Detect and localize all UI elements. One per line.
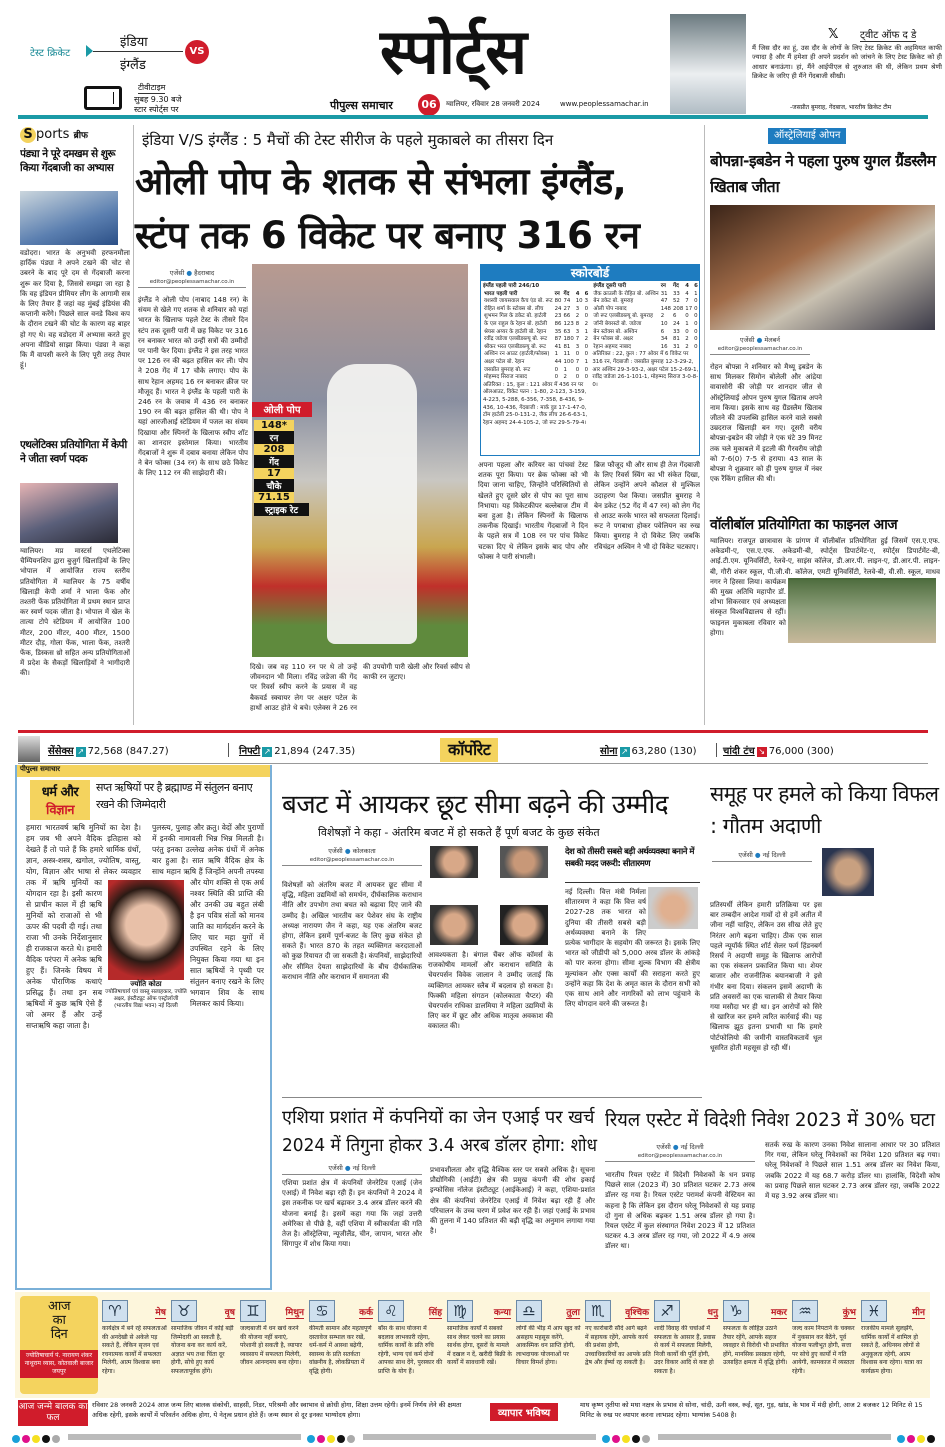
score-cell: 0 [584,374,589,381]
score-cell: 80 [554,298,562,305]
team2-label: इंग्लैंड [120,58,146,73]
business-label: व्यापार भविष्य [490,1403,558,1421]
score-cell: 74 [563,298,571,305]
batter-name: बेन डकेट बो. बुमराह [593,298,634,305]
aus-open-text: रोहन बोपन्ना ने शनिवार को मैथ्यू इबडेन के साथ मिलकर सिमोन बोलेली और आंद्रेया वावासोरी की जोड़ी पर शानदार जीत से ऑस्ट्रेलियाई ओपन पुरुष युगल खिताब अपने नाम किया। इसके साथ वह ग्रैंडस्लैम खिताब जीतने की उपलब्धि हासिल करने वाले सबसे उम्रदराज खिलाड़ी बन गए। दूसरी वरीय बोपन्ना-इबडेन की जोड़ी ने एक घंटे 39 मिनट तक चले मुकाबले में इटली की गैरवरीय जोड़ी को 7-6(0) 7-5 से हराया। 43 साल के बोपन्ना ने शुक्रवार को ही पुरुष युगल में नंबर एक रैंकिंग हासिल की थी। [710,363,822,484]
zodiac-name: धनु [707,1305,718,1319]
zodiac-text: शादी विवाह की चर्चाओं में सफलता के आसार हैं, प्रवास से कार्य में सफलता मिलेगी, निजी कार्यों की पूर्ति होगी, उदर विकार आदि से कष्ट हो सकता है। [654,1325,716,1375]
registration-marks [12,1433,937,1441]
zodiac-sign-icon: ♌ [378,1300,404,1322]
score-cell: 0 [554,374,559,381]
batter-name: श्रेयस अय्यर के हार्टली बो. रेहान [484,328,547,335]
score-cell: 2 [584,320,589,327]
bumrah-photo [670,14,746,114]
aus-open-headline: बोपन्ना-इबडेन ने पहला पुरुष युगल ग्रैंडस्लैम खिताब जीता [710,152,936,196]
realestate-byline: एजेंसी ● नई दिल्ली editor@peoplessamachar.co.in [605,1142,755,1162]
sitharaman-box-text-box [565,887,700,1090]
team1-label: इंडिया [120,35,148,50]
score-row [592,313,699,321]
zodiac-4 [309,1300,375,1398]
sitharaman-box-title: देश को तीसरी सबसे बड़ी अर्थव्यवस्था बनाने में सबकी मदद जरूरी: सीतारमण [565,846,700,883]
tweet-title: ट्वीट ऑफ द डे [860,27,916,42]
stat-sr-value: 71.15 [254,492,294,503]
dharm-tag [30,780,90,820]
zodiac-name: मकर [771,1305,787,1319]
asia-headline-2: 2024 में तिगुना होकर 3.4 अरब डॉलर होगा: शोध [282,1135,597,1156]
score-cell: 2 [584,336,589,343]
score-cell: 17 [685,305,693,312]
score-cell: 41 [554,343,562,350]
score-cell: 2 [660,313,665,320]
zodiac-9 [654,1300,720,1398]
zodiac-text: कार्यक्षेत्र में बने रहे सफलताओं की अनदेखी से अकेले पड़ सकते हैं, लेकिन सृजन एवं रचनात्मक कार्यों में सफलता मिलेगी, आत्म विश्वास बना रहेगा। [102,1325,167,1375]
brief-headline-2: एथलेटिक्स प्रतियोगिता में केपी ने जीता स्वर्ण पदक [20,439,127,465]
zodiac-text: बाॅस के साथ योजना में बदलाव लाभकारी रहेगा, धार्मिक कार्यों के प्रति रुचि रहेगी, भाग्य एवं कर्म दोनों आपका साथ देंगे, पुरस्कार की प्राप्ति के योग हैं। [378,1325,443,1375]
score-cell: 1 [584,328,589,335]
match-label: टेस्ट क्रिकेट [30,48,71,59]
score-cell: 81 [563,343,571,350]
stat-balls-label: गेंद [254,455,294,468]
score-row [592,321,699,329]
arrow-icon [86,45,93,57]
score-row [483,336,589,344]
batter-name: मोहम्मद सिराज नाबाद [484,374,527,381]
zodiac-sign-icon: ♑ [723,1300,749,1322]
score-cell: 86 [554,320,562,327]
pope-stats [254,420,309,516]
score-cell: 16 [660,343,668,350]
dateline: ग्वालियर, रविवार 28 जनवरी 2024 [446,100,540,108]
score-cell: 11 [563,351,571,358]
score-cell: 33 [672,290,680,297]
tv-title: टीवीटाइम [138,83,166,92]
score-cell: 0 [685,313,689,320]
author-card [105,880,187,1035]
logo-tag: ब्रीफ [73,131,88,141]
down-arrow-icon: ↘ [758,747,766,756]
zodiac-text: कीमती सामान और महत्वपूर्ण दस्तावेज सम्भाल कर रखें, धर्म-कर्म में आस्था बढ़ेगी, स्वास्थ्य के प्रति सतर्कता वांछनीय है, लोकप्रियता में वृद्धि होगी। [309,1325,372,1375]
zodiac-text: लोगों की भीड़ में आप खुद को असहाय महसूस करेंगे, आकस्मिक धन प्राप्ति होगी, लाभदायक योजनाओं पर विचार विमर्श होगा। [516,1325,581,1366]
logo-s: S [20,127,36,143]
realestate-text-2: सतर्क रुख के कारण उनका निवेश सालाना आधार पर 30 प्रतिशत गिर गया, लेकिन घरेलू निवेशकों का निवेश 120 प्रतिशत बढ़ गया। घरेलू निवेशकों ने पिछले साल 1.51 अरब डॉलर का निवेश किया, जबकि 2022 में यह 68.7 करोड़ डॉलर था। हालांकि, विदेशी कोष का प्रवाह पिछले साल घटकर 2.73 अरब डॉलर रहा, जबकि 2022 में यह 3.92 अरब डॉलर था। [765,1141,940,1201]
born-text: रविवार 28 जनवरी 2024 आज जन्म लिए बालक संकोची, साहसी, निडर, परिश्रमी और स्वाभाव से क्रोधी होगा, शिक्षा उत्तम रहेगी। इनमें निर्णय लेने की क्षमता अधिक रहेगी, इसके कार्यों में परिवर्तन अधिक होगा, ये नेतृत्व प्रधान होते हैं। जन्म स्थान से दूर इनका भाग्योदय होगा। [92,1401,462,1419]
score-cell: 0 [584,343,589,350]
batter-name: जसप्रीत बुमराह बो. रूट [484,366,531,373]
brief-text-1: वडोदरा। भारत के अनुभवी हरफनमौला हार्दिक पंड्या ने अपने टखने की चोट से उबरने के बाद पूरे दम से गेंदबाजी करना शुरू कर दिया है, जिससे समझा जा रहा है कि वह इंडियन प्रीमियर लीग के आगामी सत्र के लिए तैयार हैं जहां वह मुंबई इंडियंस की कप्तानी करेंगे। पिछले साल वनडे विश्व कप के दौरान टखने की चोट के कारण वह बाहर हो गए थे। वह वडोदरा में अभ्यास करते हुए अपना वीडियो साझा किया। पंड्या ने कहा कि मैं वापसी करने के लिए पूरी तरह तैयार हूं। [20,249,130,370]
score-cell: 27 [563,305,571,312]
score-cell: 0 [694,298,698,305]
score-cell: 0 [584,305,589,312]
zodiac-2 [171,1300,237,1398]
score-cell: 2 [685,336,689,343]
tv-time: सुबह 9.30 बजे [134,95,182,104]
vs-badge: VS [185,40,209,64]
budget-byline: एजेंसी ● कोलकाता editor@peoplessamachar.co.in [282,846,422,866]
score-cell: 208 [672,305,684,312]
column-rule [133,125,134,725]
dharm-text-1: हमारा भारतवर्ष ऋषि मुनियों का देश है। हम जब भी अपने वैदिक इतिहास को देखते हैं तो पाते हैं कि हमारे धार्मिक ग्रंथों, ज्ञान, अस्त्र-शस्त्र, खगोल, ज्योतिष, वास्तु, योग, विज्ञान और भाषा से लेकर व्यवहार तक में ऋषि मुनियों का योगदान रहा है। इसी कारण से प्राचीन काल में ही ऋषि मुनियों को राजाओं से भी ऊपर की पदवी दी गई। तथा राजा भी उनके निर्देशानुसार ही राजकाज करते थे। हमारी वैदिक परंपरा में अनेक ऋषि हुए हैं। जिनके विषय में अनेक पौराणिक कथाएं प्रसिद्ध हैं। तथा इन सब ऋषियों में कुछ ऋषि ऐसे हैं जो अमर हैं और उन्हें सप्तऋषि कहा जाता है। [26,823,141,1030]
score-cell: 0 [554,366,559,373]
adani-photo [822,848,874,896]
brief-headline-1: पंड्या ने पूरे दमखम से शुरू किया गेंदबाजी का अभ्यास [20,148,116,174]
score-cell: 31 [660,290,668,297]
budget-headline: बजट में आयकर छूट सीमा बढ़ने की उम्मीद [282,790,669,820]
zodiac-sign-icon: ♍ [447,1300,473,1322]
up-arrow-icon: ↗ [621,747,628,756]
sitharaman-box-text: नई दिल्ली। वित्त मंत्री निर्मला सीतारमण ने कहा कि वित्त वर्ष 2027-28 तक भारत को दुनिया की तीसरी सबसे बड़ी अर्थव्यवस्था बनाने के लिए प्रत्येक भागीदार के सहयोग की जरूरत है। इसके लिए भारत को जीडीपी को 5,000 अरब डॉलर के आंकड़े को पार करना होगा। सीमा शुल्क विभाग की क्षेत्रीय मूल्यांकन और एक्स कार्यों की सराहना करते हुए उन्होंने कहा कि देश के अमृत काल के दौरान सभी को एक साथ आने और नागरिकों को लाभ पहुंचाने के लिए योगदान वरने की जरूरत है। [565,888,700,1009]
score-row [483,359,589,367]
score-cell: 2 [575,313,580,320]
score-cell: 3 [584,298,589,305]
score-cell: 7 [575,358,580,365]
zodiac-8 [585,1300,651,1398]
india-extras: अतिरिक्त : 15, कुल : 121 ओवर में 436 रन पर ऑलआउट, विकेट पतन : 1-80, 2-123, 3-159, 4-223, 5-288, 6-356, 7-358, 8-436, 9-436, 10-436, गेंदबाजी : मार्क वुड 17-1-47-0, टॉम हार्टली 25-0-131-2, जैक लीच 26-6-63-1, रेहान अहमद 24-4-105-2, जो रूट 29-5-79-4। [483,381,588,426]
score-cell: 3 [575,305,580,312]
batter-name: अक्षर पटेल बो. रेहान [484,358,525,365]
scorecard-title: स्कोरबोर्ड [481,265,699,281]
lead-text-2: दिखे। जब वह 110 रन पर थे तो उन्हें जीवनदान भी मिला। रविंद्र जडेजा की गेंद पर रिवर्स स्वीप करने के प्रयास में वह बैकवर्ड स्क्वायर लेग पर अक्षर पटेल के हाथों आउट होते थे बचे। एलेक्स ने 26 रन की उपयोगी पारी खेली और रिवर्स स्वीप से काफी रन जुटाए। [250,663,470,712]
column-rule [704,125,705,725]
score-cell: 3 [575,328,580,335]
score-cell: 0 [575,374,580,381]
score-cell: 2 [685,343,689,350]
stat-runs-value: 148* [254,420,294,431]
expert-photo-1 [430,846,478,878]
zodiac-name: मीन [912,1305,925,1319]
score-cell: 7 [685,298,689,305]
score-cell: 0 [584,351,589,358]
dharm-text-2: पुलस्त्य, पुलाह और क्रतु। वेदों और पुराणों में इनकी नामावली भिन्न भिन्न मिलती है। परंतु इनका उल्लेख अनेक ग्रंथों में अनेक बार हुआ है। सात ऋषि वैदिक क्षेत्र के साथ महान ऋषि हैं जिन्होंने अपनी तपस्या और योग शक्ति से एक अर्ध नश्वर स्थिति की प्राप्ति की और उनकी उम्र बहुत लंबी है इन पवित्र संतों को मानव जाति का मार्गदर्शन करने के लिए चार महा युगों में उपस्थित रहने के लिए नियुक्त किया गया था इन सात ऋषियों ने पृथ्वी पर संतुलन बनाए रखने के लिए भगवान शिव के साथ मिलकर कार्य किया। [152,823,264,1008]
zodiac-text: जल्द काम निपटाने के चक्कर में नुकसान कर बैठेंगे, पूर्व योजना फलीभूत होगी, सत्ता पर सोचे हुए कार्यों में गति आयेगी, कामकाज में व्यस्तता रहेगी। [792,1325,855,1375]
batter-name: रवींद्र जडेजा एलबीडब्ल्यू बो. रूट [484,336,548,343]
born-label: आज जन्मे बालक का फल [18,1400,88,1426]
astrologer-credit: ज्योतिषाचार्य पं. नारायण शंकर नाथूराम व्यास, कोतवाली बाजार जयपुर [20,1350,98,1378]
realestate-headline: रियल एस्टेट में विदेशी निवेश 2023 में 30% घटा [605,1109,935,1131]
score-cell: 23 [554,313,562,320]
lead-text-1: इंग्लैंड ने ओली पोप (नाबाद 148 रन) के संयम से खेले गए शतक से शनिवार को यहां भारत के खिलाफ पहले टेस्ट के तीसरे दिन स्टंप तक दूसरी पारी में छह विकेट पर 316 रन बनाकर भारत को उन्हीं सत्रों की उम्मीदों पर पानी फेर दिया। इंग्लैंड ने इस तरह भारत पर 126 रन की बढ़त हासिल कर ली। पोप ने 208 गेंद में 17 चौके लगाए। पोप के साथ रेहान अहमद 16 रन बनाकर क्रीज पर मौजूद हैं। भारत ने इंग्लैंड के पहली पारी के 246 रन के जवाब में 436 रन बनाकर 190 रन की बढ़त हासिल की थी। पोप ने यहां आरजीआई स्टेडियम में पजल का संयम दिखाया और स्पिनरों के खिलाफ स्वीप शॉट का शानदार इस्तेमाल किया। भारतीय गेंदबाजों ने शुरू में दबाव बनाया लेकिन पोप ने बेन फोक्स (34 रन) के साथ छठे विकेट के लिए 112 रन की साझेदारी की। [138,296,248,478]
score-cell: 0 [575,351,580,358]
asia-headline-1: एशिया प्रशांत में कंपनियों का जेन एआई पर खर्च [282,1107,595,1128]
zodiac-10 [723,1300,789,1398]
author-photo [108,880,184,980]
zodiac-name: तुला [566,1305,580,1319]
corporate-section-title: कॉर्पोरेट [440,738,498,762]
business-text: माघ कृष्ण तृतीया को मघा नक्षत्र के प्रभाव से सोना, चांदी, ऊनी वस्त्र, रूई, सूत, गुड़, खांड, के भाव में मंदी होगी, आज 2 बजकर 12 मिनिट से 15 मिनिट के रुख पर व्यापार करना लाभप्रद रहेगा। भाग्यांक 5408 है। [580,1401,923,1419]
dharm-headline: सप्त ऋषियों पर है ब्रह्माण्ड में संतुलन बनाए रखने की जिम्मेदारी [96,781,253,811]
score-cell: 0 [694,320,698,327]
england-innings: इंग्लैंड दूसरी पारी रन गेंद 4 6 जैक क्राउली के रोहित बो. अश्विन 31 33 4 1 बेन डकेट बो. बुमराह 47 52 7 0 ओली पोप नाबाद 148 208 17 0 जो रूट एलबीडब्ल्यू बो. बुमराह 2 6 0 0 जॉनी बेयरस्टो बो. जडेजा 10 24 1 0 बेन स्टोक्स बो. अश्विन 6 33 0 0 बेन फोक्स बो. अक्षर 34 81 2 0 रेहान अहमद नाबाद 16 31 2 0 अतिरिक्त : 22, कुल : 77 ओवर में 6 विकेट पर 316 रन, गेंदबाजी : जसप्रीत बुमराह 12-3-29-2, आर अश्विन 29-3-93-2, अक्षर पटेल 15-2-69-1, रवींद्र जडेजा 26-1-101-1, मोहम्मद सिराज 3-0-8-0। [592,283,699,388]
batter-name: रेहान अहमद नाबाद [593,343,632,350]
zodiac-text: सामाजिक कार्यों में सबको साथ लेकर चलने का प्रयास सार्थक होगा, दूसरों के मामले में दखल न दें, खरीदी बिक्री के कार्यों में सावधानी रखें। [447,1325,513,1366]
zodiac-sign-icon: ♋ [309,1300,335,1322]
zodiac-6 [447,1300,513,1398]
zodiac-name: सिंह [429,1305,442,1319]
logo-text: ports [36,127,70,142]
score-cell: 4 [685,290,689,297]
zodiac-3 [240,1300,306,1398]
batter-name: बेन स्टोक्स बो. अश्विन [593,328,638,335]
batter-name: यशस्वी जायसवाल कैच एंड बो. रूट [484,298,553,305]
zodiac-name: मेष [155,1305,166,1319]
score-cell: 66 [563,313,571,320]
volleyball-headline: वॉलीबॉल प्रतियोगिता का फाइनल आज [710,517,898,533]
up-arrow-icon: ↗ [77,747,85,756]
score-cell: 33 [672,328,680,335]
stat-runs-label: रन [254,431,294,444]
score-cell: 7 [575,336,580,343]
score-cell: 1 [694,290,698,297]
score-cell: 6 [672,313,677,320]
score-cell: 0 [694,328,698,335]
score-cell: 6 [660,328,665,335]
horoscope-title: आज का दिन [48,1299,70,1342]
expert-photo-3 [430,905,478,945]
score-cell: 0 [584,366,589,373]
zodiac-sign-icon: ♓ [861,1300,887,1322]
dharm-tag-2: विज्ञान [45,803,74,818]
author-desc: ज्योतिषाचार्य एवं वास्तु सलाहकार, ज्योति अक्षर, इंस्टीट्यूट ऑफ एस्ट्रोलॉजी (भारतीय विद्या भवन) नई दिल्ली [105,989,187,1009]
header-rule [18,115,928,119]
adani-headline: समूह पर हमले को किया विफल : गौतम अदाणी [710,782,939,838]
expert-photo-4 [500,905,548,945]
lead-byline: एजेंसी ● हैदराबाद editor@peoplessamachar.co.in [138,268,246,288]
zodiac-name: वृश्चिक [625,1305,649,1319]
budget-text-2: आवश्यकता है। बंगाल चैंबर ऑफ कॉमर्स के राजकोषीय मामलों और कराधान समिति के चेयरपर्सन विवेक जालान ने उम्मीद जताई कि व्यक्तिगत आयकर स्लैब में बदलाव हो सकता है। फिक्की महिला संगठन (कोलकाता चैप्टर) की चेयरपर्सन राधिका डालमिया ने महिला उद्यमियों के लिए कर में छूट और अधिक मातृत्व अवकाश की वकालत की। [428,951,553,1031]
score-cell: 24 [672,320,680,327]
india-innings: इंग्लैंड पहली पारी 246/10 भारत पहली पारी रन गेंद 4 6 यशस्वी जायसवाल कैच एंड बो. रूट 80 74 10 3 रोहित शर्मा के स्टोक्स बो. लीच 24 27 3 0 शुभमन गिल के डकेट बो. हार्टली 23 66 2 0 के एल राहुल के रेहान बो. हार्टली 86 123 8 2 श्रेयस अय्यर के हार्टली बो. रेहान 35 63 3 1 रवींद्र जडेजा एलबीडब्ल्यू बो. रूट 87 180 7 2 श्रीकर भरत एलबीडब्ल्यू बो. रूट 41 81 3 0 अश्विन रन आउट (हार्टली/फोक्स) 1 11 0 0 अक्षर पटेल बो. रेहान 44 100 7 1 जसप्रीत बुमराह बो. रूट 0 1 0 0 मोहम्मद सिराज नाबाद 0 2 0 0 अतिरिक्त : 15, कुल : 121 ओवर में 436 रन पर ऑलआउट, विकेट पतन : 1-80, 2-123, 3-159, 4-223, 5-288, 6-356, 7-358, 8-436, 9-436, 10-436, गेंदबाजी : मार्क वुड 17-1-47-0, टॉम हार्टली 25-0-131-2, जैक लीच 26-6-63-1, रेहान अहमद 24-4-105-2, जो रूट 29-5-79-4। [483,283,589,426]
score-cell: 10 [575,298,583,305]
lead-headline-2: स्टंप तक 6 विकेट पर बनाए 316 रन [135,214,640,257]
adani-text: प्रतिस्पर्धी लेकिन हमारी प्रतिक्रिया पर इस बार तम्बदीन आदेश गावों दो से हमें अतीत में जीना नहीं चाहिए, लेकिन उस सीख लेते हुए निरंतर आगे बढ़ना चाहिए। ठीक एक साल पहले न्यूयॉर्क स्थित शॉर्ट सेलर फर्म हिंडनबर्ग रिसर्च ने अदाणी समूह के खिलाफ आरोपों का एक संकलन प्रकाशित किया था। शेयर बाजार और राजनीतिक बयानबाजी ने इसे गंभीर बना दिया। संकलन इसमें अदाणी के प्रति अवसरों का एक चालाकी से तैयार किया गया मसौदा भर ही था। इन आरोपों को सिरे से खारिज कर हमने त्वरित कार्रवाई की। यह खिलाफ झूठ इतना प्रभावी था कि हमारे पोर्टफोलियो की जमीनी वास्तविकतायें धूल धूसरित होती महसूस हो रही थीं। [710,901,822,1052]
score-cell: 87 [554,336,562,343]
score-row [483,367,589,375]
zodiac-name: मिथुन [286,1305,304,1319]
stat-fours-label: चौके [254,479,294,492]
zodiac-11 [792,1300,858,1398]
england-extras: अतिरिक्त : 22, कुल : 77 ओवर में 6 विकेट पर 316 रन, गेंदबाजी : जसप्रीत बुमराह 12-3-29-2, आर अश्विन 29-3-93-2, अक्षर पटेल 15-2-69-1, रवींद्र जडेजा 26-1-101-1, मोहम्मद सिराज 3-0-8-0। [592,351,699,388]
score-cell: 148 [660,305,671,312]
score-cell: 3 [575,343,580,350]
zodiac-sign-icon: ♊ [240,1300,266,1322]
score-cell: 31 [672,343,680,350]
batter-name: जो रूट एलबीडब्ल्यू बो. बुमराह [593,313,653,320]
budget-rule [282,1097,702,1098]
score-row [483,374,589,382]
stat-sr-label: स्ट्राइक रेट [254,503,309,516]
score-cell: 24 [554,305,562,312]
score-cell: 0 [694,336,698,343]
batter-name: रोहित शर्मा के स्टोक्स बो. लीच [484,305,544,312]
score-cell: 180 [563,336,574,343]
zodiac-name: कर्क [359,1305,373,1319]
zodiac-sign-icon: ♉ [171,1300,197,1322]
lead-headline-1: ओली पोप के शतक से संभला इंग्लैंड, [135,160,627,203]
scorecard [480,264,700,456]
horoscope-title-box [20,1296,98,1394]
market-rule [18,763,928,764]
adani-byline: एजेंसी ● नई दिल्ली [712,850,812,862]
expert-photo-2 [500,846,548,878]
volleyball-text: ग्वालियर। राजपूत छात्रावास के प्रांगण में वॉलीबॉल प्रतियोगिता हुई जिसमें एस.ए.एफ. अकेडमी-ए, एस.ए.एफ. अकेडमी-बी, स्पोर्ट्स डिपार्टमेंट-ए, स्पोर्ट्स डिपार्टमेंट-बी, आई.टी.एम. यूनिवर्सिटी, रेलवे-ए, साइंस कॉलेज, डी.आर.पी. लाइन-ए, डी.आर.पी. लाइन-बी, गौरी शंकर स्कूल, पी.जी.वी. कॉलेज, एमटी यूनिवर्सिटी, रेलवे-बी, वी.सी. स्कूल, माधव नगर ने हिस्सा लिया। कार्यक्रम की मुख्य अतिथि महापौर डॉ. शोभा सिकरवार एवं अध्यक्षता संस्कृत विश्वविद्यालय से रहीं। फाइनल मुकाबला रविवार को होगा। [710,537,940,637]
tv-channel: स्टार स्पोर्ट्स पर [134,105,179,114]
batter-name: बेन फोक्स बो. अक्षर [593,336,634,343]
score-cell: 0 [694,313,698,320]
stat-balls-value: 208 [254,444,294,455]
score-cell: 44 [554,358,562,365]
score-cell: 0 [575,366,580,373]
batter-name: शुभमन गिल के डकेट बो. हार्टली [484,313,547,320]
score-cell: 1 [554,351,559,358]
zodiac-text: जल्दबाजी में धन खर्च करने की योजना नहीं बनाएं, परेशानी हो सकती है, व्यापार व्यवसाय में सफलता मिलेगी, जीवन आनन्दमय बना रहेगा। [240,1325,302,1366]
tv-icon [84,86,122,110]
zodiac-text: नए कारोबारी सौदे आगे बढ़ने में सहायक रहेंगे, आपके कार्य की प्रशंसा होगी, उच्चाधिकारियों का आपके प्रति द्वेष और ईर्ष्या रह सकती है। [585,1325,651,1366]
score-cell: 34 [660,336,668,343]
gold-ticker: सोना ↗ 63,280 (130) [600,746,697,757]
score-cell: 52 [672,298,680,305]
zodiac-5 [378,1300,444,1398]
zodiac-name: कुंभ [843,1305,856,1319]
score-cell: 1 [685,320,689,327]
sports-brief-logo [20,127,88,143]
paper-name: पीपुल्स समाचार [330,99,393,112]
sensex-ticker: सेंसेक्स ↗ 72,568 (847.27) [48,746,169,757]
pope-stat-title: ओली पोप [252,402,312,417]
zodiac-sign-icon: ♎ [516,1300,542,1322]
zodiac-1 [102,1300,168,1398]
x-logo-icon: 𝕏 [828,27,839,42]
silver-ticker: चांदी टंच ↘ 76,000 (300) [716,743,834,757]
score-cell: 63 [563,328,571,335]
budget-subheadline: विशेषज्ञों ने कहा - अंतरिम बजट में हो सकते हैं पूर्ण बजट के कुछ संकेत [318,826,600,839]
budget-text-1: विशेषज्ञों को अंतरिम बजट में आयकर छूट सीमा में वृद्धि, महिला उद्यमियों को समर्थन, दीर्घकालिक कराधान नीति और उपभोग तथा बचत को बढ़ावा दिए जाने की उम्मीद है। अखिल भारतीय कर पेशेवर संघ के राष्ट्रीय अध्यक्ष नारायण जैन ने कहा, यह एक अंतरिम बजट होगा, लेकिन इसमें पूर्ण-बजट के लिए कुछ संकेत हो सकते हैं। भारत 870 के तहत व्यक्तिगत करदाताओं को कुछ रियायत दी जा सकती है। कंपनियों, साझेदारियों और सीमित देयता साझेदारियों के बीच दीर्घकालिक कराधान नीति और कराधान में समानता की [282,881,422,981]
zodiac-sign-icon: ♏ [585,1300,611,1322]
score-row [592,336,699,344]
score-row [483,313,589,321]
score-cell: 0 [584,313,589,320]
zodiac-12 [861,1300,927,1398]
zodiac-text: राजकीय मामले सुलझेंगे, धार्मिक कार्यों में शामिल हो सकते हैं, अधिनस्थ लोगों से अनुकूलता रहेगी, आत्म विश्वास बना रहेगा। यात्रा का कार्यक्रम होगा। [861,1325,923,1375]
lead-kicker: इंडिया V/S इंग्लैंड : 5 मैचों की टेस्ट सीरीज के पहले मुकाबले का तीसरा दिन [142,131,554,149]
tweet-text: मैं जिस दौर का हूं, उस दौर के लोगों के लिए टेस्ट क्रिकेट की अहमियत काफी ज्यादा है और मैं हमेशा ही अपने प्रदर्शन को जांचने के लिए टेस्ट क्रिकेट को ही आधार बनाऊंगा। हां, मैंने आईपीएल से शुरुआत की थी, लेकिन प्रथम श्रेणी क्रिकेट के जरिए ही मैंने गेंदबाजी सीखी। [752,44,942,80]
section-rule [18,730,928,733]
stat-fours-value: 17 [254,468,294,479]
bopanna-photo [710,205,935,330]
dharm-tag-1: धर्म और [41,785,79,800]
aus-open-tag: ऑस्ट्रेलियाई ओपन [768,128,846,144]
batter-name: के एल राहुल के रेहान बो. हार्टली [484,320,547,327]
score-row [483,298,589,306]
page-number: 06 [418,94,440,116]
zodiac-name: कन्या [494,1305,511,1319]
brief-text-2: ग्वालियर। मप्र मास्टर्स एथलेटिक्स चैम्पियनशिप द्वारा बुजुर्ग खिलाड़ियों के लिए भोपाल में आयोजित राज्य स्तरीय प्रतियोगिता में ग्वालियर के 75 वर्षीय खिलाड़ी केपी शर्मा ने भाला फेंक और तश्तरी फेंक प्रतियोगिता में प्रथम स्थान प्राप्त कर स्वर्ण पदक जीता है। भोपाल में खेल के तात्या टोपे स्टेडियम में आयोजित 100 मीटर, 200 मीटर, 400 मीटर, 1500 मीटर दौड़, गोला फेंक, भाला फेंक, तश्तरी फेंक, डिस्कस थ्रो सहित अन्य प्रतियोगिताओं में प्रदेश के सैकड़ों खिलाड़ियों ने भागीदारी की। [20,547,130,678]
website: www.peoplessamachar.in [560,100,649,108]
batter-name: जॉनी बेयरस्टो बो. जडेजा [593,320,642,327]
zodiac-text: सफलता के लोहिज्ञ उठाने तैयार रहेंगे, आपके सहज व्यवहार से विरोधी भी प्रभावित होंगे, मानसिक प्रसन्नता रहेगी, उत्साहित क्षमता में वृद्धि होगी। [723,1325,789,1366]
score-cell: 2 [563,374,567,381]
score-row [483,321,589,329]
score-row [592,298,699,306]
up-arrow-icon: ↗ [263,747,271,756]
asia-text-2: प्रभावशीलता और वृद्धि वैश्विक स्तर पर सबसे अधिक है। सूचना प्रौद्योगिकी (आईटी) क्षेत्र की प्रमुख कंपनी की शोध इकाई इन्फोसिस नॉलेज इंस्टीट्यूट (आईकेआई) ने कहा, एशिया-प्रशांत क्षेत्र की कंपनियां जेनरेटिव एआई में निवेश बढ़ा रही हैं और परिचालन के उच्च चरण में प्रवेश कर रही हैं। जहां एआई के प्रभाव की तुलना में 140 प्रतिशत की बढ़ी वृद्धि का अनुमान लगाया गया है। [430,1166,595,1236]
batter-name: श्रीकर भरत एलबीडब्ल्यू बो. रूट [484,343,547,350]
author-name: ज्योति कोठा [130,980,162,988]
zodiac-7 [516,1300,582,1398]
realestate-text-1: भारतीय रियल एस्टेट में विदेशी निवेशकों के धन प्रवाह पिछले साल (2023 में) 30 प्रतिशत घटकर 2.73 अरब डॉलर रह गया है। रियल एस्टेट परामर्श कंपनी वेस्टियन का कहना है कि लेकिन इस दौरान घरेलू निवेशकों से यह प्रवाह दो गुना से अधिक बढ़कर 1.51 अरब डॉलर हो गया है। रियल एस्टेट में कुल संस्थागत निवेश 2023 में 12 प्रतिशत घटकर 4.3 अरब डॉलर रह गया, जो 2022 में 4.9 अरब डॉलर था। [605,1171,755,1251]
score-cell: 35 [554,328,562,335]
dharm-brand: पीपुल्स समाचार [17,765,270,777]
score-cell: 81 [672,336,680,343]
score-cell: 10 [660,320,668,327]
pandya-photo [20,191,118,245]
zodiac-text: सामाजिक जीवन में कोई बड़ी जिम्मेदारी आ सकती है, योजना बना कर कार्य करें, अज्ञात भय तथा चिंता दूर होगी, सोचे हुए कार्य सफलतापूर्वक होंगे। [171,1325,234,1375]
score-cell: 47 [660,298,668,305]
score-cell: 0 [685,328,689,335]
batter-name: अश्विन रन आउट (हार्टली/फोक्स) [484,351,550,358]
asia-text-1: एशिया प्रशांत क्षेत्र में कंपनियों जेनरेटिव एआई (जेन एआई) में निवेश बढ़ा रही हैं। इन कंपनियों ने 2024 में इस तकनीक पर खर्च बढ़ाकर 3.4 अरब डॉलर करने की योजना बनाई है। इसमें कहा गया कि जहां उत्तरी अमेरिका से पीछे है, वहीं एशिया में स्वीकार्यता की गति तेज है। ऑस्ट्रेलिया, न्यूजीलैंड, चीन, जापान, भारत और सिंगापुर में शोध किया गया। [282,1179,422,1249]
score-cell: 0 [694,305,698,312]
nifty-ticker: निफ्टी ↗ 21,894 (247.35) [228,743,355,757]
score-row [483,351,589,359]
score-cell: 100 [563,358,574,365]
tweet-author: -जसप्रीत बुमराह, गेंदबाज, भारतीय क्रिकेट टीम [790,104,892,111]
zodiac-sign-icon: ♒ [792,1300,818,1322]
divider [93,51,183,52]
lead-text-3: अपना पहला और करियर का पांचवां टेस्ट शतक पूरा किया। पर ब्रेक फोक्स को भी दिया जाना चाहिए, जिन्होंने परिस्थितियों से खेलते हुए दूसरे छोर से पोप का पूरा साथ निभाया। यह विकेटकीपर बल्लेबाज टीम में बना हुआ है। लेकिन स्पिनरों के खिलाफ तकनीक दिखाई। भारतीय गेंदबाजों ने दिन के पहले सत्र में 108 रन पर पांच विकेट चटका दिए थे लेकिन इसके बाद पोप और फोक्स ने पारी संभाली। [478,461,588,561]
volleyball-text-box [710,536,940,726]
score-cell: 1 [563,366,567,373]
batter-name: जैक क्राउली के रोहित बो. अश्विन [593,290,659,297]
zodiac-name: वृष [225,1305,235,1319]
batter-name: ओली पोप नाबाद [593,305,627,312]
athletics-photo [20,483,118,543]
zodiac-sign-icon: ♈ [102,1300,128,1322]
zodiac-sign-icon: ♐ [654,1300,680,1322]
bse-building-photo [18,736,40,762]
score-cell: 0 [694,343,698,350]
section-title: स्पोर्ट्स [380,15,527,88]
lead-text-4: ब्रिज फौजूद थी और साथ ही तेज गेंदबाजी के लिए रिवर्स स्विंग का भी संकेत दिखा, लेकिन उन्होंने अपने कौशल से मुश्किल उदाहरण पेश किया। जसप्रीत बुमराह ने बेन डकेट (52 गेंद में 47 रन) को लेग गेंद से आउट करके भारत को सफलता दिलाई। रूट ने पगबाधा होकर पवेलियन का रुख किया। बुमराह ने दो विकेट लिए जबकि रविचंद्रन अश्विन ने भी दो विकेट चटकाए। [594,461,700,551]
score-cell: 8 [575,320,580,327]
score-cell: 1 [584,358,589,365]
score-cell: 123 [563,320,574,327]
aus-open-byline: एजेंसी ● मेलबर्न editor@peoplessamachar.co.in [710,335,810,355]
asia-byline: एजेंसी ● नई दिल्ली [282,1163,422,1175]
